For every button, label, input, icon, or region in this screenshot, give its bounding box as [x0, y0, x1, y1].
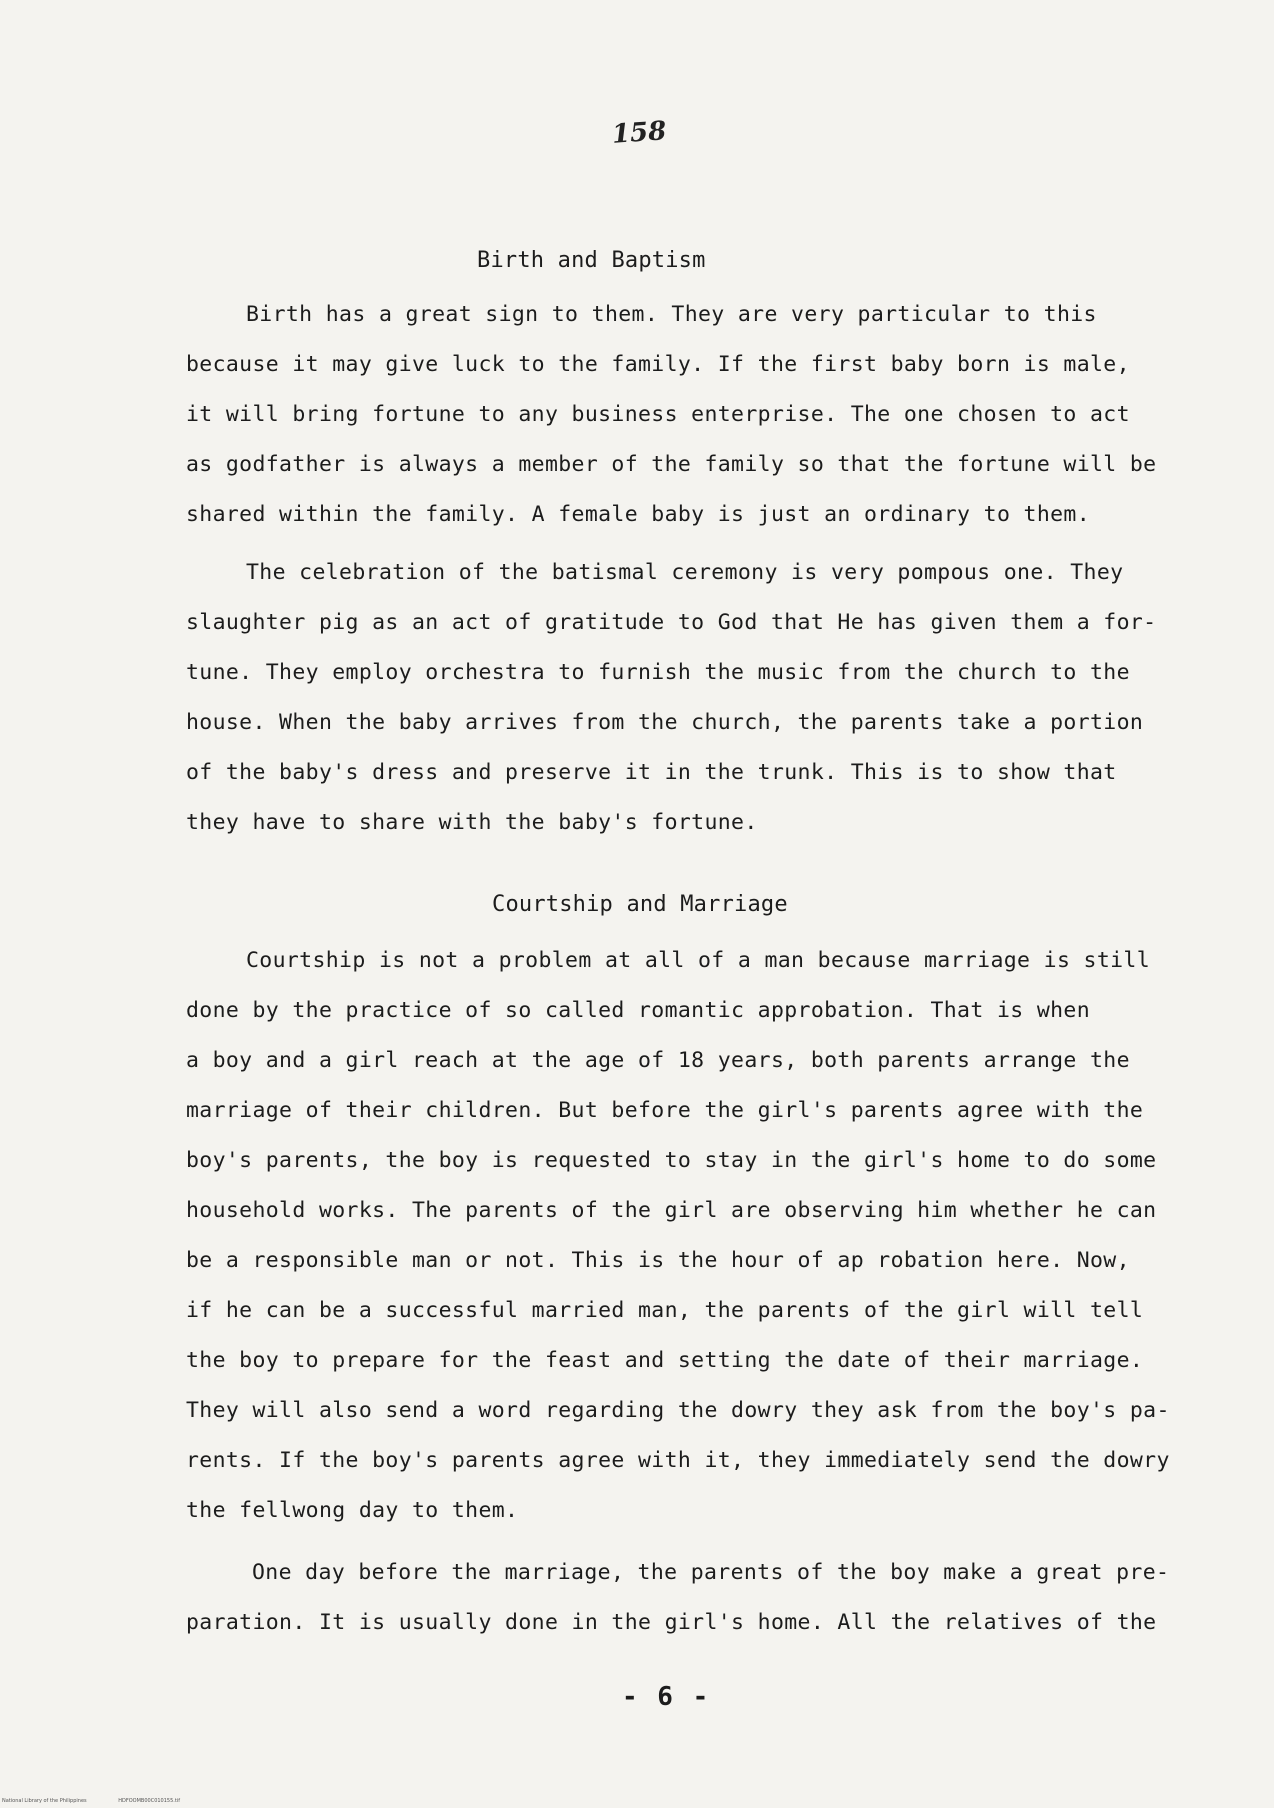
text-line: paration. It is usually done in the girl's home. All the relatives of the	[186, 1610, 1157, 1635]
text-line: they have to share with the baby's fortune.	[186, 810, 758, 835]
text-line: rents. If the boy's parents agree with it, they immediately send the dowry	[186, 1448, 1170, 1473]
text-line: a boy and a girl reach at the age of 18 years, both parents arrange the	[186, 1048, 1130, 1073]
text-line: They will also send a word regarding the dowry they ask from the boy's pa-	[186, 1398, 1170, 1423]
text-line: because it may give luck to the family. If the first baby born is male,	[186, 352, 1130, 377]
footer-library: National Library of the Philippines	[2, 1798, 87, 1804]
text-line: be a responsible man or not. This is the hour of ap robation here. Now,	[186, 1248, 1130, 1273]
text-line: house. When the baby arrives from the church, the parents take a portion	[186, 710, 1144, 735]
text-line: household works. The parents of the girl are observing him whether he can	[186, 1198, 1157, 1223]
text-line: The celebration of the batismal ceremony is very pompous one. They	[246, 560, 1124, 585]
text-line: as godfather is always a member of the family so that the fortune will be	[186, 452, 1157, 477]
text-line: if he can be a successful married man, the parents of the girl will tell	[186, 1298, 1144, 1323]
section-heading-birth-baptism: Birth and Baptism	[477, 248, 706, 273]
text-line: marriage of their children. But before the girl's parents agree with the	[186, 1098, 1144, 1123]
handwritten-folio-number: 158	[611, 116, 668, 150]
text-line: the boy to prepare for the feast and setting the date of their marriage.	[186, 1348, 1144, 1373]
scan-footer	[2, 1798, 210, 1804]
text-line: shared within the family. A female baby is just an ordinary to them.	[186, 502, 1090, 527]
text-line: the fellwong day to them.	[186, 1498, 519, 1523]
text-line: slaughter pig as an act of gratitude to God that He has given them a for-	[186, 610, 1157, 635]
text-line: tune. They employ orchestra to furnish the music from the church to the	[186, 660, 1130, 685]
text-line: boy's parents, the boy is requested to stay in the girl's home to do some	[186, 1148, 1157, 1173]
text-line: One day before the marriage, the parents of the boy make a great pre-	[252, 1560, 1170, 1585]
text-line: of the baby's dress and preserve it in the trunk. This is to show that	[186, 760, 1117, 785]
footer-filename: HDFOOMB00C010155.tif	[118, 1798, 180, 1804]
text-line: it will bring fortune to any business enterprise. The one chosen to act	[186, 402, 1130, 427]
text-line: Birth has a great sign to them. They are very particular to this	[246, 302, 1097, 327]
text-line: Courtship is not a problem at all of a man because marriage is still	[246, 948, 1150, 973]
page-number: - 6 -	[622, 1682, 711, 1712]
text-line: done by the practice of so called romantic approbation. That is when	[186, 998, 1090, 1023]
section-heading-courtship-marriage: Courtship and Marriage	[492, 892, 788, 917]
